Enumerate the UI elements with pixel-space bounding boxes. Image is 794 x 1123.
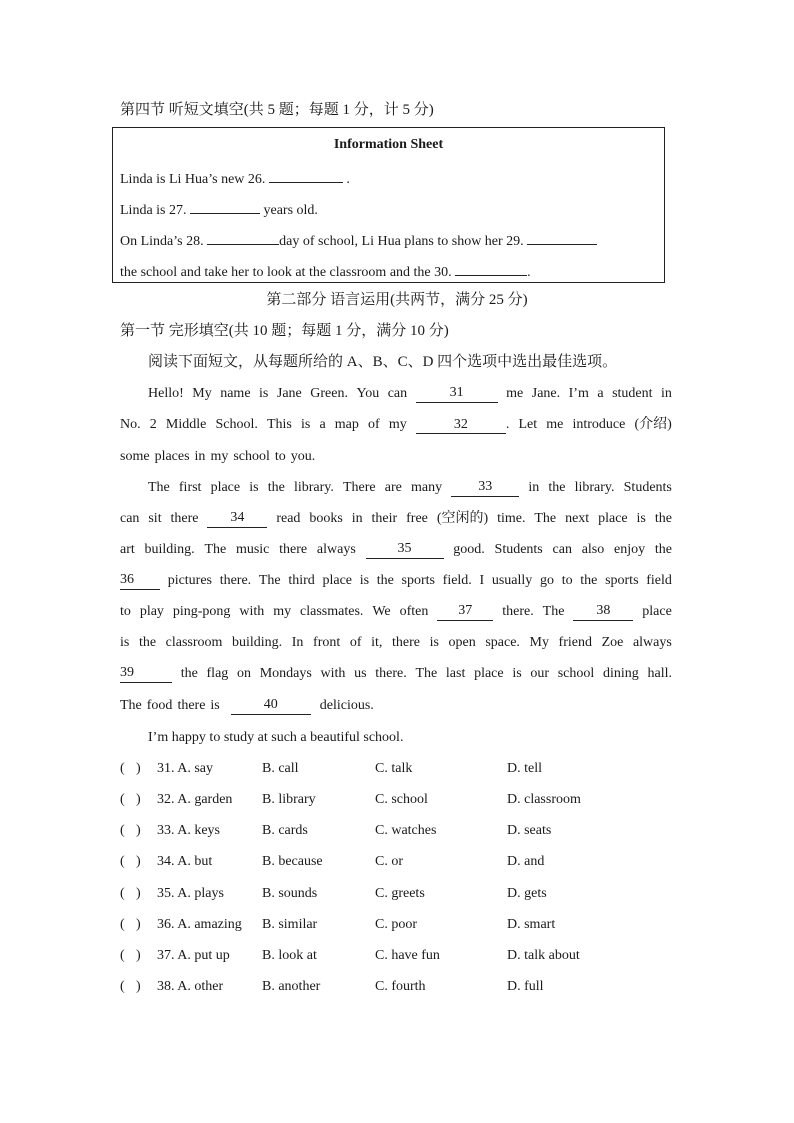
word: is [429, 635, 439, 650]
word: ping-pong [172, 604, 231, 619]
passage-line [120, 603, 672, 621]
word: us [354, 666, 367, 681]
info-text: On Linda’s 28. [120, 234, 204, 249]
word: of [349, 635, 362, 650]
word: can [120, 511, 140, 526]
passage-line [120, 665, 672, 683]
option-b[interactable]: B. cards [262, 823, 308, 838]
info-text: Linda is Li Hua’s new 26. [120, 172, 266, 187]
word: the [654, 542, 672, 557]
answer-paren-close: ) [136, 886, 141, 901]
option-d[interactable]: D. seats [507, 823, 552, 838]
word: me [546, 417, 564, 432]
section4-title: 第四节 听短文填空(共 5 题；每题 1 分，计 5 分) [120, 102, 434, 118]
word: open [448, 635, 476, 650]
option-a[interactable]: A. other [177, 979, 224, 994]
word: music [235, 542, 270, 557]
word: is [636, 511, 646, 526]
word: you. [290, 449, 316, 464]
passage-closing-line: I’m happy to study at such a beautiful school. [148, 730, 404, 745]
answer-paren-open[interactable]: ( [120, 761, 125, 776]
option-a[interactable]: A. but [177, 854, 213, 869]
word: classroom [165, 635, 223, 650]
option-b[interactable]: B. sounds [262, 886, 318, 901]
word: front [313, 635, 341, 650]
word: field [646, 573, 672, 588]
word: school [557, 666, 595, 681]
answer-blank-29[interactable] [527, 230, 597, 245]
word: You [356, 386, 380, 401]
question-36 [120, 916, 680, 934]
word: 2 [149, 417, 157, 432]
question-33 [120, 822, 680, 840]
word: school [233, 449, 270, 464]
option-a[interactable]: A. keys [177, 823, 221, 838]
word: books [309, 511, 343, 526]
option-a[interactable]: A. plays [177, 886, 224, 901]
word: There [342, 480, 376, 495]
word: with [320, 666, 346, 681]
word: the [138, 635, 157, 650]
option-d[interactable]: D. smart [507, 917, 556, 932]
word: space. [485, 635, 520, 650]
word: library. [574, 480, 615, 495]
option-c[interactable]: C. poor [375, 917, 417, 932]
passage-line [148, 385, 672, 403]
word: The [258, 573, 281, 588]
word: can [387, 386, 408, 401]
question-number-text: 32. [157, 792, 175, 807]
word: there. [375, 666, 407, 681]
question-number [157, 760, 213, 778]
word: No. [120, 417, 141, 432]
word: classmates. [300, 604, 364, 619]
word: sports [605, 573, 639, 588]
word: is [359, 573, 370, 588]
question-number [157, 978, 223, 996]
option-c[interactable]: C. fourth [375, 979, 426, 994]
word: is [259, 386, 269, 401]
information-sheet-title: Information Sheet [333, 137, 444, 152]
option-c[interactable]: C. or [375, 854, 403, 869]
option-d[interactable]: D. talk about [507, 948, 580, 963]
word: to [274, 449, 286, 464]
word: library. [293, 480, 334, 495]
option-c[interactable]: C. have fun [375, 948, 440, 963]
word: some [120, 449, 150, 464]
question-number [157, 791, 232, 809]
question-number-text: 34. [157, 854, 175, 869]
answer-paren-open[interactable]: ( [120, 823, 125, 838]
info-line-28-29 [120, 230, 597, 251]
word: often [399, 604, 429, 619]
option-c[interactable]: C. talk [375, 761, 413, 776]
word: sports [401, 573, 435, 588]
answer-paren-open[interactable]: ( [120, 854, 125, 869]
info-line-27 [120, 199, 318, 220]
passage-line [148, 479, 672, 497]
word: student [612, 386, 653, 401]
word: there. [502, 604, 534, 619]
info-text: years old. [263, 203, 318, 218]
word: my [210, 449, 229, 464]
word: place [474, 666, 504, 681]
part2-title: 第二部分 语言运用(共两节，满分 25 分) [266, 292, 528, 308]
option-c[interactable]: C. school [375, 792, 428, 807]
passage-line [120, 510, 672, 528]
answer-blank-27[interactable] [190, 199, 260, 214]
option-b[interactable]: B. library [262, 792, 316, 807]
option-d[interactable]: D. gets [507, 886, 547, 901]
word: in [351, 511, 363, 526]
word: the [580, 573, 598, 588]
option-d[interactable]: D. classroom [507, 792, 581, 807]
answer-paren-close: ) [136, 854, 141, 869]
word: Zoe [601, 635, 624, 650]
option-b[interactable]: B. another [262, 979, 321, 994]
option-a[interactable]: A. say [177, 761, 214, 776]
word: always [316, 542, 356, 557]
word: (空闲的) [436, 511, 489, 526]
word: building. [232, 635, 283, 650]
info-line-30 [120, 261, 531, 282]
option-d[interactable]: D. tell [507, 761, 542, 776]
information-sheet-box [112, 127, 665, 283]
word: the [654, 511, 672, 526]
cloze-blank-36[interactable]: 36 [120, 572, 160, 590]
answer-blank-26[interactable] [269, 168, 343, 183]
question-34 [120, 853, 680, 871]
word: The [120, 698, 142, 713]
cloze-blank-34[interactable]: 34 [207, 510, 267, 528]
word: We [372, 604, 391, 619]
answer-paren-close: ) [136, 792, 141, 807]
word: Let [518, 417, 538, 432]
cloze-blank-33[interactable]: 33 [451, 479, 519, 497]
option-a[interactable]: A. garden [177, 792, 233, 807]
cloze-blank-39[interactable]: 39 [120, 665, 172, 683]
info-text: the school and take her to look at the classroom and the 30. [120, 265, 452, 280]
word: Jane [276, 386, 302, 401]
info-line-26 [120, 168, 350, 189]
info-text: . [346, 172, 350, 187]
question-number [157, 916, 242, 934]
word: name [220, 386, 251, 401]
question-number [157, 947, 230, 965]
word: In [291, 635, 304, 650]
word: The [415, 666, 438, 681]
passage-line [120, 541, 672, 559]
option-a[interactable]: A. put up [177, 948, 230, 963]
cloze-instruction: 阅读下面短文，从每题所给的 A、B、C、D 四个选项中选出最佳选项。 [148, 354, 618, 370]
answer-blank-30[interactable] [455, 261, 527, 276]
question-number-text: 38. [157, 979, 175, 994]
word: there [279, 542, 308, 557]
passage-line [120, 416, 672, 434]
section1-title: 第一节 完形填空(共 10 题；每题 1 分，满分 10 分) [120, 323, 449, 339]
word: is [512, 666, 522, 681]
word: flag [206, 666, 229, 681]
word: play [139, 604, 164, 619]
word: Middle [165, 417, 207, 432]
word: go [540, 573, 554, 588]
word: introduce [572, 417, 626, 432]
word: place [642, 604, 672, 619]
question-number-text: 36. [157, 917, 175, 932]
passage-line [120, 697, 672, 715]
info-text: day of school, Li Hua plans to show her 29. [279, 234, 524, 249]
option-c[interactable]: C. watches [375, 823, 437, 838]
word: The [204, 542, 227, 557]
word: pictures [167, 573, 213, 588]
word: the [376, 573, 394, 588]
cloze-blank-37[interactable]: 37 [437, 603, 493, 621]
word: field. [442, 573, 472, 588]
word: with [239, 604, 265, 619]
word: me [506, 386, 524, 401]
word: The [534, 511, 557, 526]
word: on [236, 666, 251, 681]
option-d[interactable]: D. and [507, 854, 545, 869]
question-35 [120, 885, 680, 903]
question-number [157, 822, 220, 840]
answer-blank-28[interactable] [207, 230, 279, 245]
word: in [661, 386, 672, 401]
word: to [561, 573, 573, 588]
question-number [157, 885, 224, 903]
word: also [581, 542, 605, 557]
word: third [288, 573, 315, 588]
answer-paren-open[interactable]: ( [120, 917, 125, 932]
option-b[interactable]: B. similar [262, 917, 318, 932]
answer-paren-close: ) [136, 823, 141, 838]
word: . [505, 417, 510, 432]
word: next [565, 511, 590, 526]
word: Jane. [531, 386, 561, 401]
word: friend [558, 635, 592, 650]
word: place [598, 511, 628, 526]
question-number-text: 35. [157, 886, 175, 901]
word: School. [215, 417, 258, 432]
passage-line [120, 634, 672, 652]
option-d[interactable]: D. full [507, 979, 544, 994]
word: is [210, 698, 220, 713]
option-c[interactable]: C. greets [375, 886, 425, 901]
word: their [371, 511, 398, 526]
word: hall. [647, 666, 672, 681]
cloze-blank-40[interactable]: 40 [231, 697, 311, 715]
word: food [146, 698, 173, 713]
question-37 [120, 947, 680, 965]
cloze-blank-32[interactable]: 32 [416, 417, 506, 434]
question-31 [120, 760, 680, 778]
word: in [528, 480, 540, 495]
word: of [368, 417, 380, 432]
word: there [391, 635, 420, 650]
answer-paren-open[interactable]: ( [120, 886, 125, 901]
word: my [273, 604, 292, 619]
question-number-text: 31. [157, 761, 175, 776]
word: The [148, 480, 170, 495]
passage-line [120, 572, 672, 590]
answer-paren-open[interactable]: ( [120, 792, 125, 807]
word: Hello! [148, 386, 184, 401]
info-text: Linda is 27. [120, 203, 187, 218]
word: a [319, 417, 326, 432]
word: time. [497, 511, 526, 526]
answer-paren-close: ) [136, 948, 141, 963]
word: dining [603, 666, 639, 681]
word: my [388, 417, 407, 432]
question-32 [120, 791, 680, 809]
word: there. [219, 573, 252, 588]
word: always [632, 635, 672, 650]
word: it, [371, 635, 383, 650]
word: place [322, 573, 352, 588]
word: first [178, 480, 202, 495]
answer-paren-open[interactable]: ( [120, 979, 125, 994]
word: the [267, 480, 285, 495]
question-number [157, 853, 212, 871]
word: My [529, 635, 549, 650]
word: sit [148, 511, 162, 526]
word: Students [494, 542, 543, 557]
word: last [445, 666, 466, 681]
word: are [384, 480, 402, 495]
word: Mondays [259, 666, 312, 681]
cloze-blank-31[interactable]: 31 [416, 385, 498, 403]
info-text: . [527, 265, 531, 280]
question-number-text: 33. [157, 823, 175, 838]
word: a [597, 386, 604, 401]
word: is [249, 480, 259, 495]
passage-line [120, 448, 672, 466]
question-number-text: 37. [157, 948, 175, 963]
word: in [194, 449, 206, 464]
word: there [170, 511, 199, 526]
word: our [530, 666, 550, 681]
word: free [406, 511, 428, 526]
word: the [180, 666, 198, 681]
word: is [120, 635, 130, 650]
cloze-blank-38[interactable]: 38 [573, 603, 633, 621]
word: This [266, 417, 292, 432]
option-b[interactable]: B. because [262, 854, 323, 869]
option-b[interactable]: B. call [262, 761, 299, 776]
word: I [479, 573, 485, 588]
answer-paren-close: ) [136, 979, 141, 994]
word: places [154, 449, 190, 464]
word: delicious. [319, 698, 374, 713]
option-b[interactable]: B. look at [262, 948, 317, 963]
option-a[interactable]: A. amazing [177, 917, 242, 932]
word: good. [453, 542, 485, 557]
word: map [334, 417, 359, 432]
word: (介绍) [634, 417, 672, 432]
answer-paren-open[interactable]: ( [120, 948, 125, 963]
word: can [552, 542, 572, 557]
word: Green. [310, 386, 348, 401]
word: building. [144, 542, 195, 557]
word: Students [623, 480, 672, 495]
word: the [548, 480, 566, 495]
answer-paren-close: ) [136, 917, 141, 932]
word: place [210, 480, 241, 495]
word: usually [491, 573, 533, 588]
word: is [300, 417, 311, 432]
word: there [177, 698, 206, 713]
word: My [192, 386, 212, 401]
word: to [120, 604, 131, 619]
word: I’m [568, 386, 589, 401]
answer-paren-close: ) [136, 761, 141, 776]
word: The [542, 604, 565, 619]
cloze-blank-35[interactable]: 35 [366, 541, 444, 559]
word: many [410, 480, 443, 495]
word: art [120, 542, 135, 557]
word: enjoy [614, 542, 646, 557]
word: read [276, 511, 301, 526]
question-38 [120, 978, 680, 996]
